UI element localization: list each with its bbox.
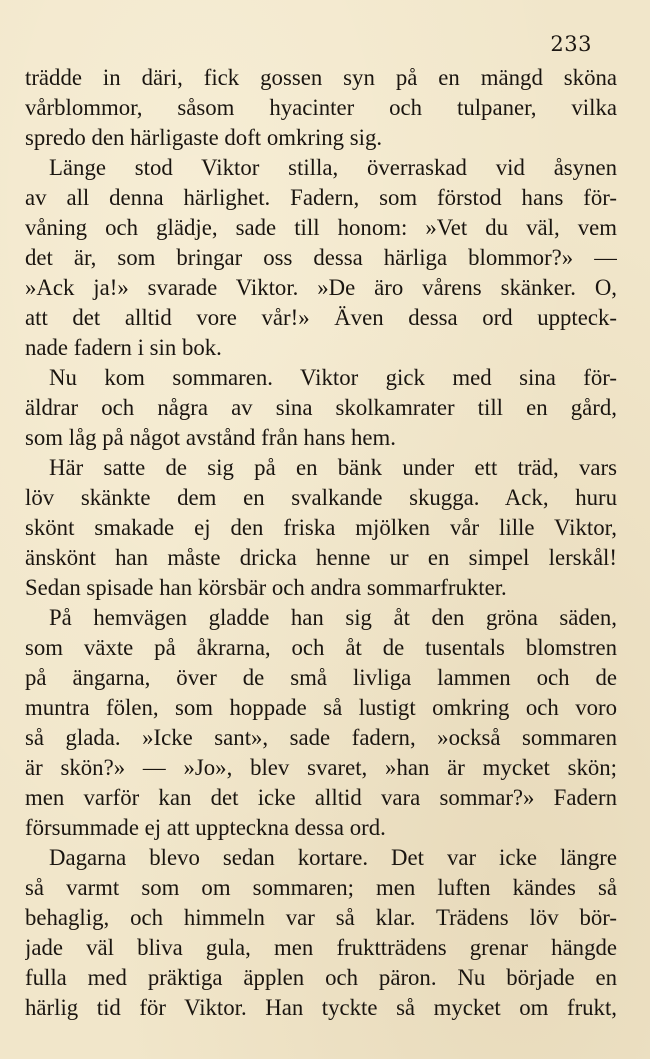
text-line: våning och glädje, sade till honom: »Vet du väl, vem bbox=[25, 215, 617, 240]
text-line: änskönt han måste dricka henne ur en simpel lerskål! bbox=[25, 545, 617, 570]
text-line: av all denna härlighet. Fadern, som förstod hans för- bbox=[25, 185, 617, 210]
text-line: Länge stod Viktor stilla, överraskad vid åsynen bbox=[49, 155, 617, 180]
text-line: som låg på något avstånd från hans hem. bbox=[25, 425, 396, 450]
text-line: Här satte de sig på en bänk under ett träd, vars bbox=[49, 455, 617, 480]
text-line: jade väl bliva gula, men fruktträdens grenar hängde bbox=[25, 935, 617, 960]
text-line: är skön?» — »Jo», blev svaret, »han är mycket skön; bbox=[25, 755, 617, 780]
text-line: Nu kom sommaren. Viktor gick med sina för- bbox=[49, 365, 617, 390]
text-line: det är, som bringar oss dessa härliga blommor?» — bbox=[25, 245, 617, 270]
text-line: försummade ej att uppteckna dessa ord. bbox=[25, 815, 386, 840]
text-line: behaglig, och himmeln var så klar. Trädens löv bör- bbox=[25, 905, 617, 930]
text-line: så varmt som om sommaren; men luften kändes så bbox=[25, 875, 617, 900]
text-line: Dagarna blevo sedan kortare. Det var icke längre bbox=[49, 845, 617, 870]
text-line: trädde in däri, fick gossen syn på en mängd sköna bbox=[25, 65, 617, 90]
page-number: 233 bbox=[550, 32, 592, 56]
text-line: så glada. »Icke sant», sade fadern, »också sommaren bbox=[25, 725, 617, 750]
text-line: men varför kan det icke alltid vara sommar?» Fadern bbox=[25, 785, 617, 810]
text-line: Sedan spisade han körsbär och andra sommarfrukter. bbox=[25, 575, 507, 600]
text-line: muntra fölen, som hoppade så lustigt omkring och voro bbox=[25, 695, 617, 720]
text-line: att det alltid vore vår!» Även dessa ord uppteck- bbox=[25, 305, 617, 330]
text-line: spredo den härligaste doft omkring sig. bbox=[25, 125, 383, 150]
text-line: på ängarna, över de små livliga lammen och de bbox=[25, 665, 617, 690]
text-line: äldrar och några av sina skolkamrater till en gård, bbox=[25, 395, 617, 420]
page-body-text bbox=[25, 63, 617, 1023]
text-line: löv skänkte dem en svalkande skugga. Ack, huru bbox=[25, 485, 617, 510]
text-line: skönt smakade ej den friska mjölken vår lille Viktor, bbox=[25, 515, 617, 540]
text-line: vårblommor, såsom hyacinter och tulpaner, vilka bbox=[25, 95, 617, 120]
text-line: fulla med präktiga äpplen och päron. Nu började en bbox=[25, 965, 617, 990]
text-line: »Ack ja!» svarade Viktor. »De äro vårens skänker. O, bbox=[25, 275, 617, 300]
text-line: som växte på åkrarna, och åt de tusentals blomstren bbox=[25, 635, 617, 660]
text-line: nade fadern i sin bok. bbox=[25, 335, 222, 360]
text-line: härlig tid för Viktor. Han tyckte så mycket om frukt, bbox=[25, 995, 617, 1020]
text-line: På hemvägen gladde han sig åt den gröna säden, bbox=[49, 605, 617, 630]
